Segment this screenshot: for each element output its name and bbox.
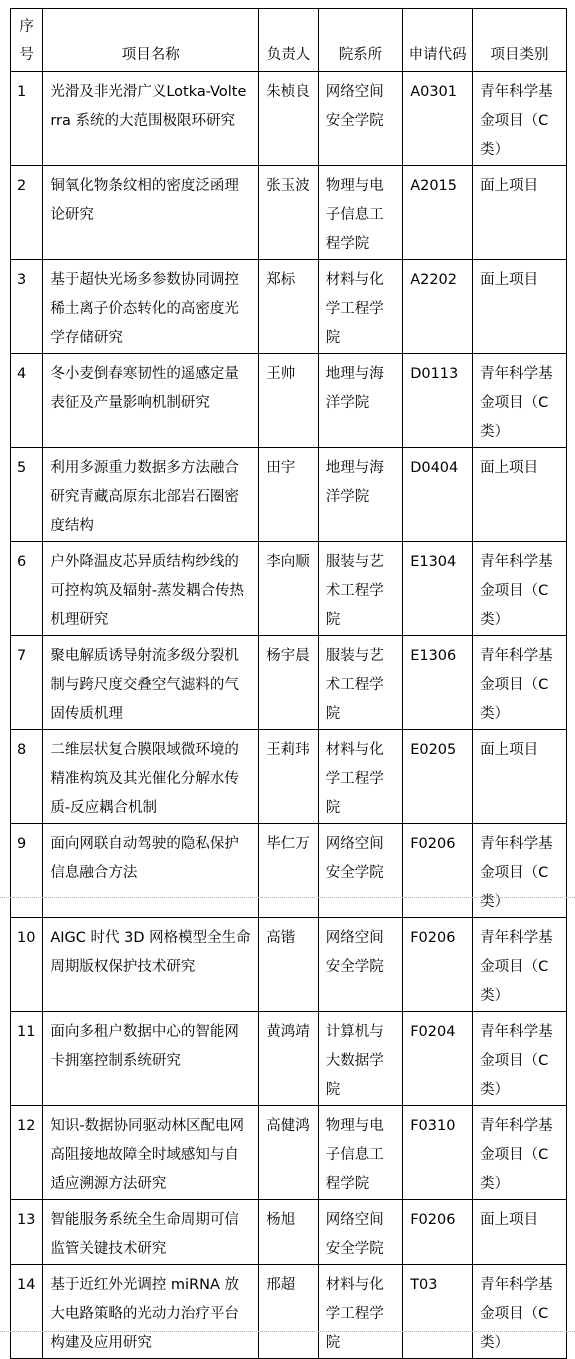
row-lead: 高健鸿	[259, 1106, 318, 1200]
row-no: 4	[11, 354, 43, 448]
row-name: AIGC 时代 3D 网格模型全生命周期版权保护技术研究	[43, 918, 259, 1012]
row-no: 14	[11, 1265, 43, 1359]
row-lead: 高锴	[259, 918, 318, 1012]
row-code: D0404	[403, 448, 473, 542]
table-row	[11, 1200, 567, 1265]
row-no: 1	[11, 72, 43, 166]
row-lead: 毕仁万	[259, 824, 318, 918]
header-row	[11, 9, 567, 72]
table-row	[11, 448, 567, 542]
row-lead: 朱桢良	[259, 72, 318, 166]
row-lead: 杨旭	[259, 1200, 318, 1265]
row-no: 11	[11, 1012, 43, 1106]
row-name: 智能服务系统全生命周期可信监管关键技术研究	[43, 1200, 259, 1265]
table-row	[11, 636, 567, 730]
row-name: 基于近红外光调控 miRNA 放大电路策略的光动力治疗平台构建及应用研究	[43, 1265, 259, 1359]
row-type: 青年科学基金项目（C类）	[473, 918, 567, 1012]
row-lead: 田宇	[259, 448, 318, 542]
row-type: 青年科学基金项目（C类）	[473, 1265, 567, 1359]
row-no: 7	[11, 636, 43, 730]
row-type: 青年科学基金项目（C类）	[473, 72, 567, 166]
header-no: 序号	[11, 9, 43, 72]
header-type: 项目类别	[473, 9, 567, 72]
row-code: F0310	[403, 1106, 473, 1200]
header-code: 申请代码	[403, 9, 473, 72]
row-type: 青年科学基金项目（C类）	[473, 1012, 567, 1106]
table-row	[11, 918, 567, 1012]
row-code: A2202	[403, 260, 473, 354]
row-no: 3	[11, 260, 43, 354]
row-code: E1306	[403, 636, 473, 730]
row-lead: 黄鸿靖	[259, 1012, 318, 1106]
table-row	[11, 824, 567, 918]
row-dept: 网络空间安全学院	[318, 72, 402, 166]
table-row	[11, 260, 567, 354]
row-dept: 网络空间安全学院	[318, 824, 402, 918]
row-dept: 材料与化学工程学院	[318, 260, 402, 354]
row-code: F0206	[403, 1200, 473, 1265]
table-row	[11, 1106, 567, 1200]
row-name: 知识-数据协同驱动林区配电网高阻接地故障全时域感知与自适应溯源方法研究	[43, 1106, 259, 1200]
row-type: 青年科学基金项目（C类）	[473, 1106, 567, 1200]
row-dept: 计算机与大数据学院	[318, 1012, 402, 1106]
table-row	[11, 354, 567, 448]
row-code: F0206	[403, 918, 473, 1012]
row-no: 9	[11, 824, 43, 918]
table-row	[11, 1012, 567, 1106]
header-dept: 院系所	[318, 9, 402, 72]
table-row	[11, 72, 567, 166]
row-type: 面上项目	[473, 448, 567, 542]
row-no: 8	[11, 730, 43, 824]
row-lead: 张玉波	[259, 166, 318, 260]
header-lead: 负责人	[259, 9, 318, 72]
row-code: A0301	[403, 72, 473, 166]
row-name: 基于超快光场多参数协同调控稀土离子价态转化的高密度光学存储研究	[43, 260, 259, 354]
row-dept: 地理与海洋学院	[318, 354, 402, 448]
row-no: 6	[11, 542, 43, 636]
row-code: T03	[403, 1265, 473, 1359]
row-type: 青年科学基金项目（C类）	[473, 354, 567, 448]
row-name: 铜氧化物条纹相的密度泛函理论研究	[43, 166, 259, 260]
row-dept: 物理与电子信息工程学院	[318, 166, 402, 260]
row-dept: 地理与海洋学院	[318, 448, 402, 542]
table-row	[11, 730, 567, 824]
row-dept: 材料与化学工程学院	[318, 1265, 402, 1359]
row-type: 面上项目	[473, 730, 567, 824]
row-name: 光滑及非光滑广义Lotka-Volterra 系统的大范围极限环研究	[43, 72, 259, 166]
row-no: 12	[11, 1106, 43, 1200]
row-lead: 郑标	[259, 260, 318, 354]
row-name: 冬小麦倒春寒韧性的遥感定量表征及产量影响机制研究	[43, 354, 259, 448]
table-row	[11, 542, 567, 636]
row-dept: 服装与艺术工程学院	[318, 542, 402, 636]
row-lead: 杨宇晨	[259, 636, 318, 730]
row-no: 2	[11, 166, 43, 260]
header-name: 项目名称	[43, 9, 259, 72]
row-lead: 王莉玮	[259, 730, 318, 824]
row-name: 户外降温皮芯异质结构纱线的可控构筑及辐射-蒸发耦合传热机理研究	[43, 542, 259, 636]
row-dept: 网络空间安全学院	[318, 1200, 402, 1265]
row-code: F0204	[403, 1012, 473, 1106]
row-code: F0206	[403, 824, 473, 918]
row-name: 聚电解质诱导射流多级分裂机制与跨尺度交叠空气滤料的气固传质机理	[43, 636, 259, 730]
page-break-line	[0, 897, 575, 898]
row-code: E0205	[403, 730, 473, 824]
row-code: E1304	[403, 542, 473, 636]
row-name: 面向多租户数据中心的智能网卡拥塞控制系统研究	[43, 1012, 259, 1106]
row-type: 青年科学基金项目（C类）	[473, 542, 567, 636]
row-type: 青年科学基金项目（C类）	[473, 824, 567, 918]
row-type: 面上项目	[473, 1200, 567, 1265]
projects-table	[10, 8, 567, 1359]
row-no: 13	[11, 1200, 43, 1265]
row-type: 面上项目	[473, 166, 567, 260]
row-dept: 网络空间安全学院	[318, 918, 402, 1012]
table-row	[11, 166, 567, 260]
row-code: A2015	[403, 166, 473, 260]
row-name: 二维层状复合膜限域微环境的精准构筑及其光催化分解水传质-反应耦合机制	[43, 730, 259, 824]
row-dept: 物理与电子信息工程学院	[318, 1106, 402, 1200]
row-name: 面向网联自动驾驶的隐私保护信息融合方法	[43, 824, 259, 918]
row-code: D0113	[403, 354, 473, 448]
row-type: 面上项目	[473, 260, 567, 354]
row-lead: 邢超	[259, 1265, 318, 1359]
row-dept: 材料与化学工程学院	[318, 730, 402, 824]
row-name: 利用多源重力数据多方法融合研究青藏高原东北部岩石圈密度结构	[43, 448, 259, 542]
row-lead: 王帅	[259, 354, 318, 448]
table-row	[11, 1265, 567, 1359]
row-no: 10	[11, 918, 43, 1012]
row-type: 青年科学基金项目（C类）	[473, 636, 567, 730]
row-dept: 服装与艺术工程学院	[318, 636, 402, 730]
row-no: 5	[11, 448, 43, 542]
row-lead: 李向顺	[259, 542, 318, 636]
page-break-line	[0, 1331, 575, 1332]
